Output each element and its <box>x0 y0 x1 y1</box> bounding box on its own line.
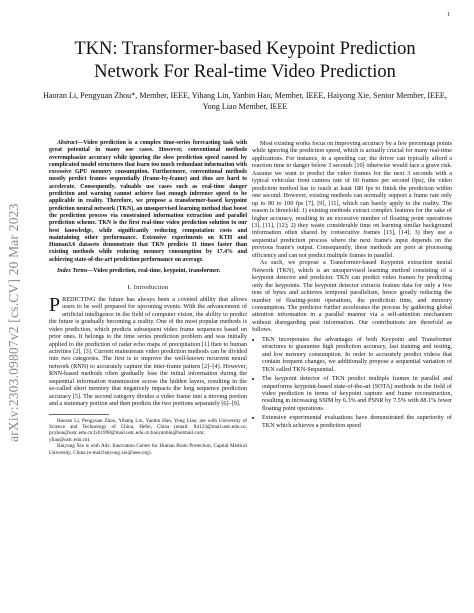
body-paragraph-1: Most existing works focus on improving accuracy by a few percentage points while ignoring the prediction speed, which is actually crucial for many real-time applications. For instance, in a speeding car, the driver can typically afford a reaction time to danger below 3 seconds [10] otherwise would face a grave risk. Assume we want to predict the video frames for the next 3 seconds with a typical vehicular front camera rate of 60 frames per second (fps), the video prediction method has to reach at least 180 fps to finish the prediction within one second. However, existing methods can normally support a frame rate only up to 80 to 100 fps [7], [9], [11], which can barely apply to the reality. The reason is threefold: 1) existing methods extract complex features for the sake of higher accuracy, resulting in an excessive number of floating point operations [3], [11], [12]; 2) they waste considerable time on learning similar background information often shared by consecutive frames [13], [14]; 3) they use a sequential prediction process where the next frame's input depends on the previous frame's output. Consequently, these methods are poor at processing efficiency and can not predict multiple frames in parallel. <box>252 140 452 259</box>
body-paragraph-2: As such, we propose a Transformer-based Keypoint extraction neural Network (TKN), which is an unsupervised learning method consisting of a keypoint detector and predictor. TKN can predict video frames by predicting only the keypoints. The keypoint detector extracts feature data for only a few tens of bytes and achieves temporal parallelism, hence greatly reducing the number of floating-point operations, the prediction time, and memory consumption. The predictor further accelerates the process by gathering global attention information in a parallel manner via a self-attention mechanism without disregarding past information. Our contributions are threefold as follows. <box>252 259 452 334</box>
arxiv-stamp: arXiv:2303.09807v2 [cs.CV] 20 Mar 2023 <box>6 203 21 443</box>
index-terms-body: —Video prediction, real-time, keypoint, transformer. <box>87 268 221 275</box>
dropcap: P <box>49 293 61 316</box>
abstract <box>49 140 247 264</box>
page-number: 1 <box>447 12 450 18</box>
contribution-item: • The keypoint detector of TKN predict multiple frames in parallel and outperforms keypoint-based state-of-the-art (SOTA) methods in the field of video prediction in terms of keypoint capture and frame reconstruction, resulting in increasing SSIM by 6.3% and PSNR by 7.5% with 88.1% fewer floating point operations. <box>262 375 452 412</box>
author-list: Haoran Li, Pengyuan Zhou*, Member, IEEE, Yihang Lin, Yanbin Hao, Member, IEEE, Haiyong Xie, Senior Member, IEEE, Yong Liao Member, IEEE <box>43 91 447 111</box>
right-column <box>252 140 452 431</box>
paper-title: TKN: Transformer-based Keypoint Prediction Network For Real-time Video Prediction <box>74 39 416 82</box>
abstract-body: —Video prediction is a complex time-series forecasting task with great potential in many use cases. However, conventional methods overemphasize accuracy while ignoring the slow prediction speed caused by complicated model structures that learn too much redundant information with excessive GPU memory consumption. Furthermore, conventional methods mostly predict frames sequentially (frame-by-frame) and thus are hard to accelerate. Consequently, valuable use cases such as real-time danger prediction and warning cannot achieve fast enough inference speed to be applicable in reality. Therefore, we propose a transformer-based keypoint prediction neural network (TKN), an unsupervised learning method that boost the prediction process via constrained information extraction and parallel prediction scheme. TKN is the first real-time video prediction solution to our best knowledge, while significantly reducing computation costs and maintaining other performance. Extensive experiments on KTH and Human3.6 datasets demonstrate that TKN predicts 11 times faster than existing methods while reducing memory consumption by 17.4% and achieving state-of-the-art prediction performance on average. <box>49 140 247 263</box>
index-terms <box>49 268 247 275</box>
contribution-item: • Extensive experimental evaluations have demonstrated the superiority of TKN which achieves a prediction speed <box>262 414 452 429</box>
footnote-affiliations: Haoran Li, Pengyuan Zhou, Yihang Lin, Yanbin Hao, Yong Liao, are with University of Science and Technology of China, Hefei, China (email: lhl123@mail.ustc.edu.cn; pyzhou@ustc.edu.cn;lyh1998@mail.ustc.edu.cn;haoyanbin@hotmail.com; yliao@ustc.edu.cn). <box>49 417 247 443</box>
abstract-lead: Abstract <box>57 140 78 146</box>
contribution-item: • TKN incorporates the advantages of both Keypoint and Transformer structures to guarantee high prediction accuracy, fast training and testing, and low memory consumption. In order to accurately predict videos that contain frequent changes, we additionally propose a sequential variation of TKN called TKN-Sequential. <box>262 336 452 373</box>
left-column <box>49 140 247 456</box>
footnote-rule <box>49 414 109 415</box>
intro-paragraph-text: REDICTING the future has always been a coveted ability that allows users to be well prepared for upcoming events. With the advancement of artificial intelligence in the field of computer vision, the ability to predict the future is gradually becoming a reality. One of the most popular methods is video prediction, which predicts subsequent video frame sequences based on prior ones. It belongs to the time series prediction problem and was initially applied to the prediction of radar echo maps of precipitation [1] then to human activities [2], [3]. Current mainstream video prediction methods can be divided into two categories. The first is to improve the well-known recurrent neural network (RNN) to accurately capture the inter-frame pattern [2]–[4]. However, RNN-based methods often gradually lose the initial information during the sequential information transmission across the hidden layers, resulting in the so-called short memory that negatively impacts the long sequence prediction accuracy [5]. The second category divides a video frame into a moving portion and a stationary portion and then predicts the two portions separately [6]–[9]. <box>49 295 247 408</box>
contribution-list <box>252 336 452 429</box>
index-terms-lead: Index Terms <box>57 268 88 275</box>
intro-paragraph <box>49 293 247 408</box>
footnote-xie: Haiyong Xie is with Adv. Innovation Center for Human Brain Protection, Capital Medical University, China (e-mail:haiyong.xie@ieee.org). <box>49 443 247 456</box>
section-heading-introduction: I. Introduction <box>127 284 169 292</box>
